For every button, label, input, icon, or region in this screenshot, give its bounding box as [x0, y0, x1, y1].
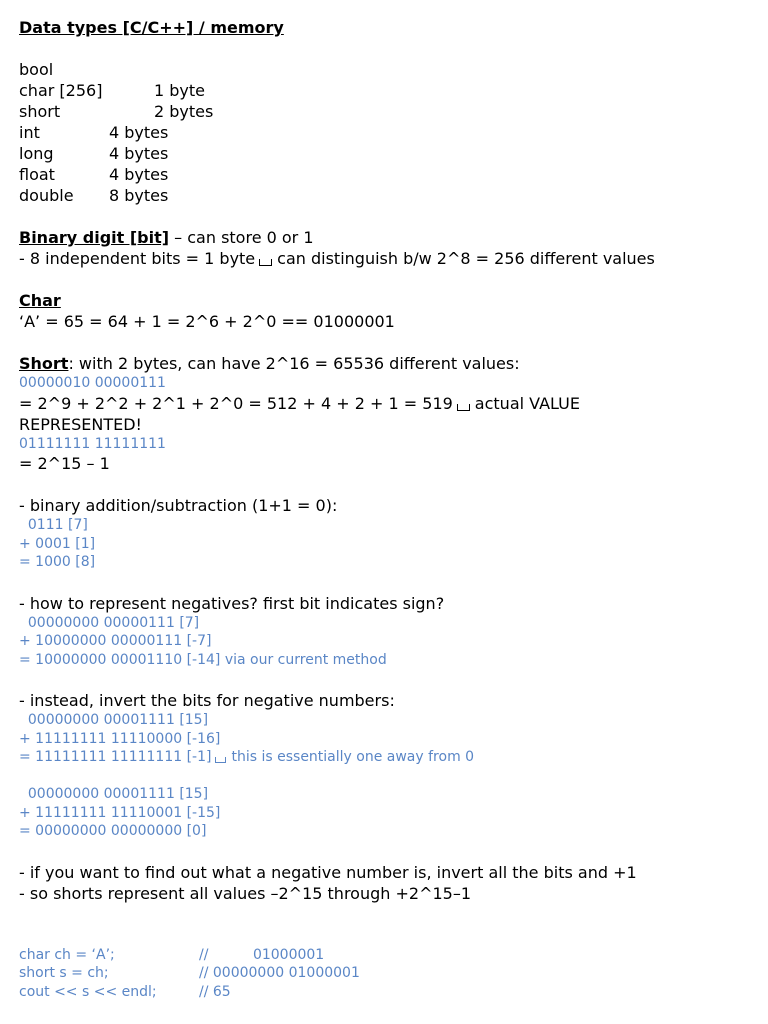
type-size: 4 bytes	[109, 144, 169, 163]
negatives-line: + 10000000 00000111 [-7]	[19, 633, 212, 649]
short-equation-2: = 2^15 – 1	[19, 454, 110, 473]
type-name: short	[19, 102, 61, 121]
type-size: 2 bytes	[154, 102, 214, 121]
invert-heading: - instead, invert the bits for negative numbers:	[19, 691, 395, 710]
spacer	[19, 669, 768, 690]
char-heading: Char	[19, 291, 61, 310]
short-eq-b: actual VALUE	[474, 393, 580, 413]
type-row-int	[19, 122, 768, 143]
char-line: ‘A’ = 65 = 64 + 1 = 2^6 + 2^0 == 01000001	[19, 312, 395, 331]
page-title: Data types [C/C++] / memory	[19, 18, 284, 37]
negatives-line: = 10000000 00001110 [-14] via our current method	[19, 651, 387, 668]
negatives-heading: - how to represent negatives? first bit indicates sign?	[19, 593, 445, 613]
bit-heading: Binary digit [bit]	[19, 228, 170, 247]
type-name: float	[19, 165, 55, 184]
invert-line-a: = 11111111 11111111 [-1]	[19, 749, 212, 765]
code-line	[19, 964, 768, 983]
code-statement: short s = ch;	[19, 965, 109, 981]
type-row-char	[19, 80, 768, 101]
short-heading-rest: : with 2 bytes, can have 2^16 = 65536 different values:	[68, 354, 520, 373]
spacer	[19, 841, 768, 862]
type-row-long	[19, 143, 768, 164]
spacer	[19, 332, 768, 353]
spacer	[19, 904, 768, 925]
implies-arrow-icon	[259, 259, 272, 266]
spacer	[19, 767, 768, 786]
type-size: 4 bytes	[109, 165, 169, 184]
code-comment-slashes: //	[199, 946, 209, 963]
invert-line: = 00000000 00000000 [0]	[19, 823, 207, 839]
addition-heading: - binary addition/subtraction (1+1 = 0):	[19, 496, 338, 515]
bit-heading-line	[19, 227, 768, 248]
spacer	[19, 38, 768, 59]
invert-line: 00000000 00001111 [15]	[19, 712, 209, 728]
short-eq-a: = 2^9 + 2^2 + 2^1 + 2^0 = 512 + 4 + 2 + 1 = 519	[19, 393, 453, 413]
code-line	[19, 983, 768, 1002]
implies-arrow-icon	[215, 757, 226, 763]
type-name: long	[19, 144, 54, 163]
short-equation-1	[19, 393, 768, 414]
invert-line: + 11111111 11110000 [-16]	[19, 730, 221, 747]
addition-line: + 0001 [1]	[19, 535, 96, 552]
type-row-short	[19, 101, 768, 122]
spacer	[19, 269, 768, 290]
type-name: int	[19, 123, 40, 142]
invert-line: + 11111111 11110001 [-15]	[19, 804, 221, 821]
code-comment: 01000001	[208, 946, 325, 963]
addition-line: 0111 [7]	[19, 517, 88, 533]
short-binary-2: 01111111 11111111	[19, 435, 166, 452]
bit-line-b: can distinguish b/w 2^8 = 256 different values	[277, 249, 655, 268]
bit-line-a: - 8 independent bits = 1 byte	[19, 249, 256, 268]
code-line	[19, 946, 768, 965]
code-comment-slashes: //	[199, 983, 209, 1000]
code-statement: char ch = ‘A’;	[19, 946, 115, 963]
invert-line-b: this is essentially one away from 0	[231, 749, 475, 765]
bit-line	[19, 248, 768, 269]
type-name: char [256]	[19, 81, 103, 100]
type-name: double	[19, 186, 74, 205]
type-row-float	[19, 164, 768, 185]
code-comment-slashes: //	[199, 965, 209, 981]
short-heading-line	[19, 353, 768, 374]
code-statement: cout << s << endl;	[19, 983, 157, 1000]
short-binary-1: 00000010 00000111	[19, 375, 166, 391]
type-size: 4 bytes	[109, 123, 169, 142]
summary-line: - so shorts represent all values –2^15 through +2^15–1	[19, 883, 472, 903]
type-row-double	[19, 185, 768, 206]
type-name: bool	[19, 60, 54, 79]
implies-arrow-icon	[457, 404, 470, 411]
short-heading: Short	[19, 354, 69, 373]
type-row-bool	[19, 59, 768, 80]
summary-line: - if you want to find out what a negative number is, invert all the bits and +1	[19, 862, 637, 882]
addition-line: = 1000 [8]	[19, 554, 96, 570]
negatives-line: 00000000 00000111 [7]	[19, 614, 200, 631]
bit-heading-rest: – can store 0 or 1	[169, 228, 314, 247]
short-equation-1-cont: REPRESENTED!	[19, 414, 142, 434]
invert-line: 00000000 00001111 [15]	[19, 786, 209, 802]
spacer	[19, 206, 768, 227]
type-size: 8 bytes	[109, 186, 169, 205]
type-size: 1 byte	[154, 81, 206, 100]
spacer	[19, 474, 768, 495]
code-comment: 65	[208, 983, 231, 1000]
spacer	[19, 572, 768, 593]
code-comment: 00000000 01000001	[208, 965, 360, 981]
invert-line	[19, 748, 768, 767]
spacer	[19, 925, 768, 946]
